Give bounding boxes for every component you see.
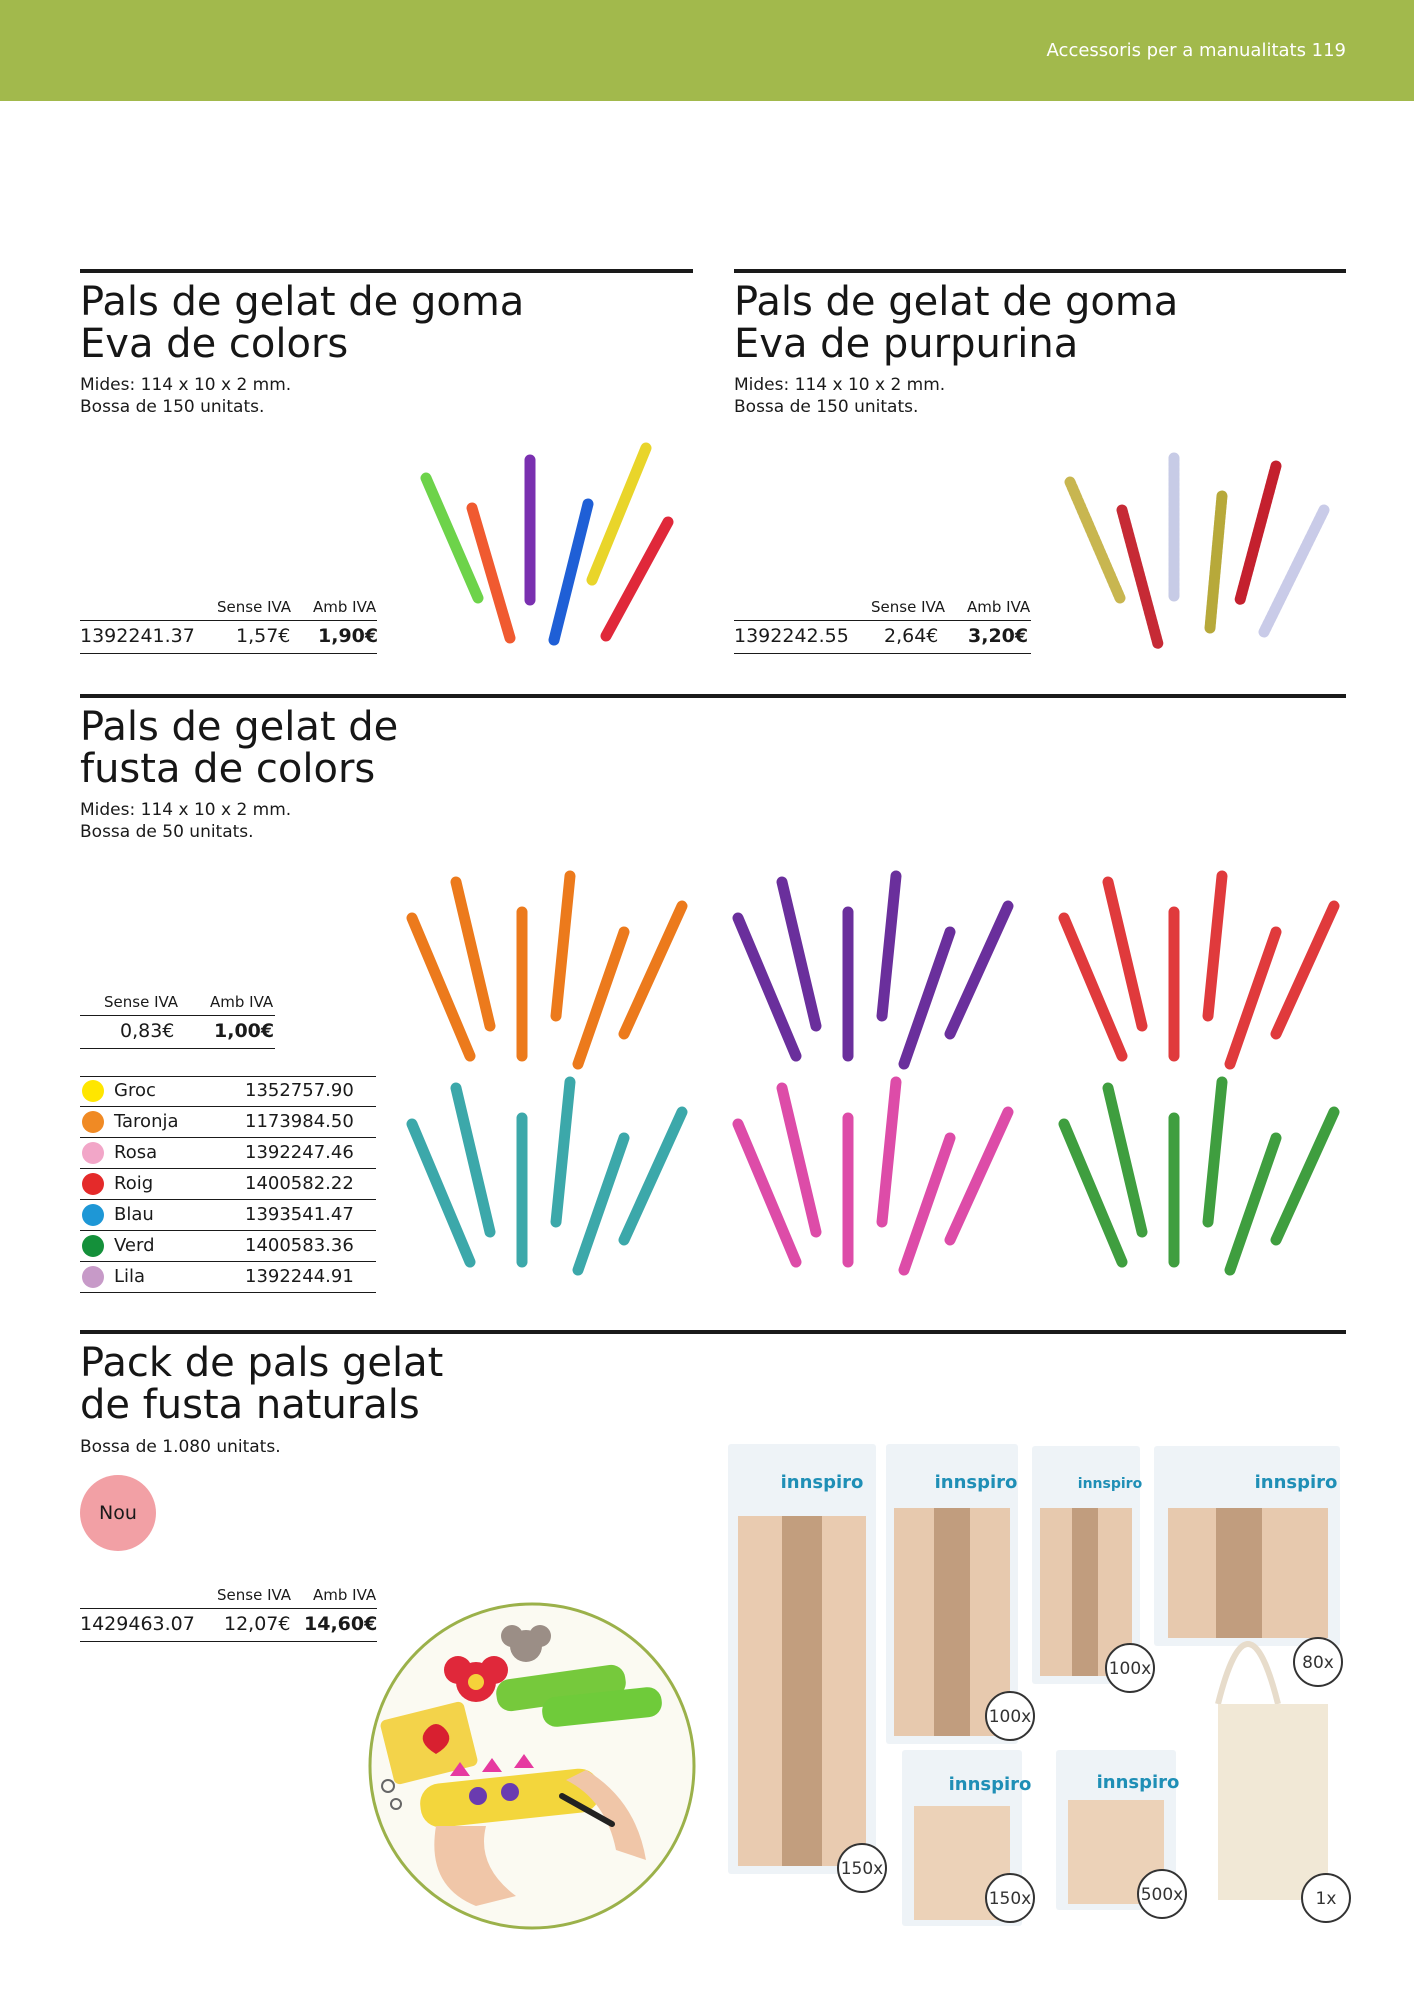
product-description: Bossa de 1.080 unitats. bbox=[80, 1437, 281, 1457]
product-title-pack-naturals: Pack de pals gelat de fusta naturals bbox=[80, 1340, 444, 1428]
price-amb-iva: 3,20€ bbox=[968, 625, 1029, 647]
section-rule bbox=[80, 694, 1346, 698]
col-header-sense: Sense IVA bbox=[217, 598, 292, 616]
svg-text:150x: 150x bbox=[840, 1859, 884, 1879]
list-item: Groc 1352757.90 bbox=[80, 1076, 376, 1107]
svg-text:innspiro: innspiro bbox=[934, 1472, 1018, 1493]
col-header-amb: Amb IVA bbox=[313, 598, 377, 616]
list-item: Rosa 1392247.46 bbox=[80, 1138, 376, 1169]
price-table bbox=[734, 598, 1031, 656]
eva-colors-sticks-image bbox=[392, 440, 690, 662]
svg-text:innspiro: innspiro bbox=[1077, 1476, 1143, 1492]
new-badge: Nou bbox=[80, 1475, 156, 1551]
list-item: Lila 1392244.91 bbox=[80, 1262, 376, 1293]
product-description: Mides: 114 x 10 x 2 mm. Bossa de 150 unitats. bbox=[80, 375, 292, 417]
product-code: 1392241.37 bbox=[80, 625, 195, 647]
list-item: Taronja 1173984.50 bbox=[80, 1107, 376, 1138]
col-header-sense: Sense IVA bbox=[104, 993, 179, 1011]
svg-text:500x: 500x bbox=[1140, 1885, 1184, 1905]
section-rule bbox=[80, 1330, 1346, 1334]
eva-purpurina-sticks-image bbox=[1044, 440, 1346, 662]
product-title-eva-purpurina: Pals de gelat de goma Eva de purpurina bbox=[734, 279, 1179, 367]
product-description: Mides: 114 x 10 x 2 mm. Bossa de 150 unitats. bbox=[734, 375, 946, 417]
col-header-amb: Amb IVA bbox=[313, 1586, 377, 1604]
price-table bbox=[80, 993, 275, 1051]
product-description: Mides: 114 x 10 x 2 mm. Bossa de 50 unitats. bbox=[80, 800, 292, 842]
natural-sticks-packs-image bbox=[722, 1436, 1354, 1934]
col-header-sense: Sense IVA bbox=[217, 1586, 292, 1604]
price-sense-iva: 0,83€ bbox=[120, 1020, 175, 1042]
product-code: 1429463.07 bbox=[80, 1613, 195, 1635]
price-table bbox=[80, 598, 377, 656]
col-header-sense: Sense IVA bbox=[871, 598, 946, 616]
list-item: Blau 1393541.47 bbox=[80, 1200, 376, 1231]
price-table bbox=[80, 1586, 377, 1644]
craft-example-photo bbox=[366, 1600, 698, 1932]
svg-text:80x: 80x bbox=[1302, 1653, 1334, 1673]
fusta-colors-sticks-image bbox=[392, 866, 1346, 1280]
price-amb-iva: 14,60€ bbox=[304, 1613, 378, 1635]
price-sense-iva: 2,64€ bbox=[884, 625, 939, 647]
price-amb-iva: 1,90€ bbox=[318, 625, 379, 647]
svg-text:innspiro: innspiro bbox=[948, 1774, 1032, 1795]
product-code: 1392242.55 bbox=[734, 625, 849, 647]
header-bar bbox=[0, 0, 1414, 101]
svg-text:100x: 100x bbox=[988, 1707, 1032, 1727]
svg-text:150x: 150x bbox=[988, 1889, 1032, 1909]
price-amb-iva: 1,00€ bbox=[214, 1020, 275, 1042]
col-header-amb: Amb IVA bbox=[210, 993, 274, 1011]
section-rule bbox=[734, 269, 1346, 273]
price-sense-iva: 12,07€ bbox=[224, 1613, 291, 1635]
svg-text:innspiro: innspiro bbox=[780, 1472, 864, 1493]
svg-text:1x: 1x bbox=[1315, 1889, 1337, 1909]
list-item: Verd 1400583.36 bbox=[80, 1231, 376, 1262]
list-item: Roig 1400582.22 bbox=[80, 1169, 376, 1200]
svg-text:100x: 100x bbox=[1108, 1659, 1152, 1679]
section-title: Accessoris per a manualitats bbox=[1046, 40, 1306, 61]
svg-text:innspiro: innspiro bbox=[1254, 1472, 1338, 1493]
svg-text:innspiro: innspiro bbox=[1096, 1772, 1180, 1793]
section-rule bbox=[80, 269, 693, 273]
product-title-eva-colors: Pals de gelat de goma Eva de colors bbox=[80, 279, 525, 367]
color-code-list bbox=[80, 1076, 376, 1293]
product-title-fusta-colors: Pals de gelat de fusta de colors bbox=[80, 704, 399, 792]
page-number: 119 bbox=[1311, 40, 1346, 61]
price-sense-iva: 1,57€ bbox=[236, 625, 291, 647]
col-header-amb: Amb IVA bbox=[967, 598, 1031, 616]
